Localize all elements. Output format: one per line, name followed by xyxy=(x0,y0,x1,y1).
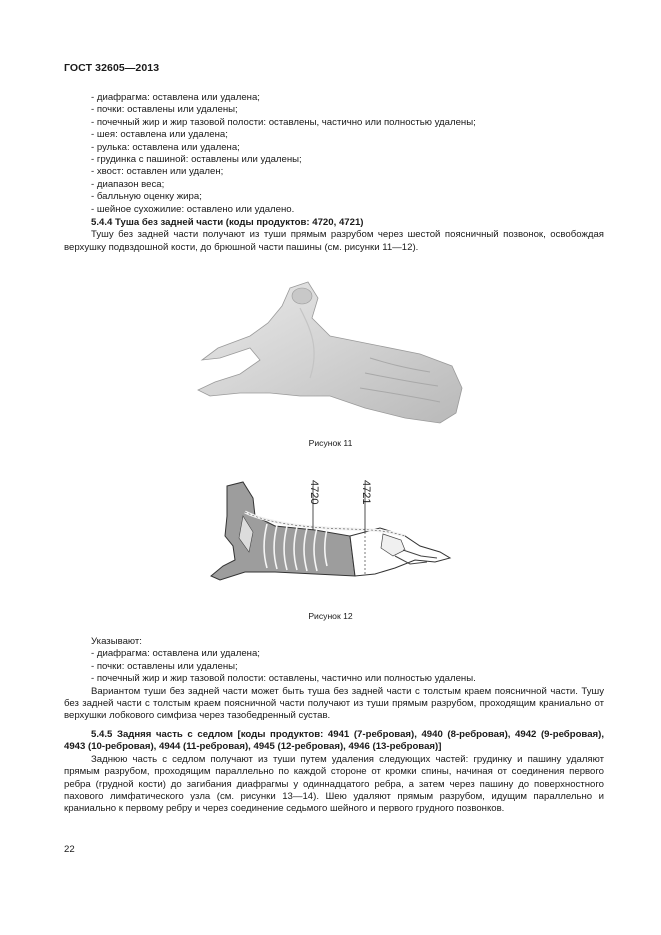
list-item: - диафрагма: оставлена или удалена; xyxy=(91,92,260,103)
list-item: - рулька: оставлена или удалена; xyxy=(91,141,240,153)
list-item: - шея: оставлена или удалена; xyxy=(91,129,228,141)
section-5-4-4 xyxy=(64,217,604,254)
section-heading: 5.4.5 Задняя часть с седлом [коды продуктов: 4941 (7-ребровая), 4940 (8-ребровая), 4942 (9-ребровая), 4943 (10-ребровая), 4944 (11-ребровая), 4945 (12-ребровая), 4946 (13-ребровая)] xyxy=(64,729,604,753)
section-text: Заднюю часть с седлом получают из туши путем удаления следующих частей: грудинку и пашину удаляют прямым разрубом, проходящим параллельно по каждой стороне от кромки спины, начиная от соединения первого ребра (грудной кости) до загибания диафрагмы у одиннадцатого ребра, а затем через пашину до поверхностного пахового лимфатического узла (см. рисунки 13—14). Шею удаляют прямым разрубом, идущим параллельно и краниально к первому ребру и через соединение седьмого шейного и первого грудного позвонков. xyxy=(64,753,604,815)
list-item: - диапазон веса; xyxy=(91,178,165,190)
list-item: - почки: оставлены или удалены; xyxy=(91,104,238,116)
meat-carcass-icon xyxy=(198,282,462,423)
list-item: - шейное сухожилие: оставлено или удалено. xyxy=(91,203,295,215)
figure-12-diagram xyxy=(205,476,460,596)
carcass-skeleton-icon xyxy=(211,480,450,580)
requirements-list xyxy=(64,92,631,216)
list-item: - почки: оставлены или удалены; xyxy=(91,660,238,672)
section-text: Тушу без задней части получают из туши прямым разрубом через шестой поясничный позвонок, освобождая верхушку подвздошной кости, до брюшной части пашины (см. рисунки 11—12). xyxy=(64,229,604,253)
document-header: ГОСТ 32605—2013 xyxy=(64,62,160,74)
list-intro: Указывают: xyxy=(91,636,142,647)
cut-label-4720: 4720 xyxy=(308,480,320,505)
figure-12-caption: Рисунок 12 xyxy=(308,611,353,621)
list-item: - диафрагма: оставлена или удалена; xyxy=(91,648,260,660)
figure-11-caption: Рисунок 11 xyxy=(308,438,353,448)
page-number: 22 xyxy=(64,844,75,855)
figure-11-image xyxy=(190,278,480,433)
section-5-4-5 xyxy=(64,729,604,816)
list-item: - балльную оценку жира; xyxy=(91,191,202,203)
variant-paragraph: Вариантом туши без задней части может быть туша без задней части с толстым краем поясничной части. Тушу без задней части с толстым краем поясничной части получают из туши прямым разрубом, проходящим краниально от верхушки лобкового симфиза через тазобедренный сустав. xyxy=(64,685,604,722)
cut-label-4721: 4721 xyxy=(360,480,372,505)
list-item: - почечный жир и жир тазовой полости: оставлены, частично или полностью удалены. xyxy=(91,673,476,685)
section-heading: 5.4.4 Туша без задней части (коды продуктов: 4720, 4721) xyxy=(91,217,364,228)
list-item: - грудинка с пашиной: оставлены или удалены; xyxy=(91,154,302,166)
list-item: - почечный жир и жир тазовой полости: оставлены, частично или полностью удалены; xyxy=(91,116,476,128)
specify-list xyxy=(64,636,604,723)
list-item: - хвост: оставлен или удален; xyxy=(91,166,224,178)
